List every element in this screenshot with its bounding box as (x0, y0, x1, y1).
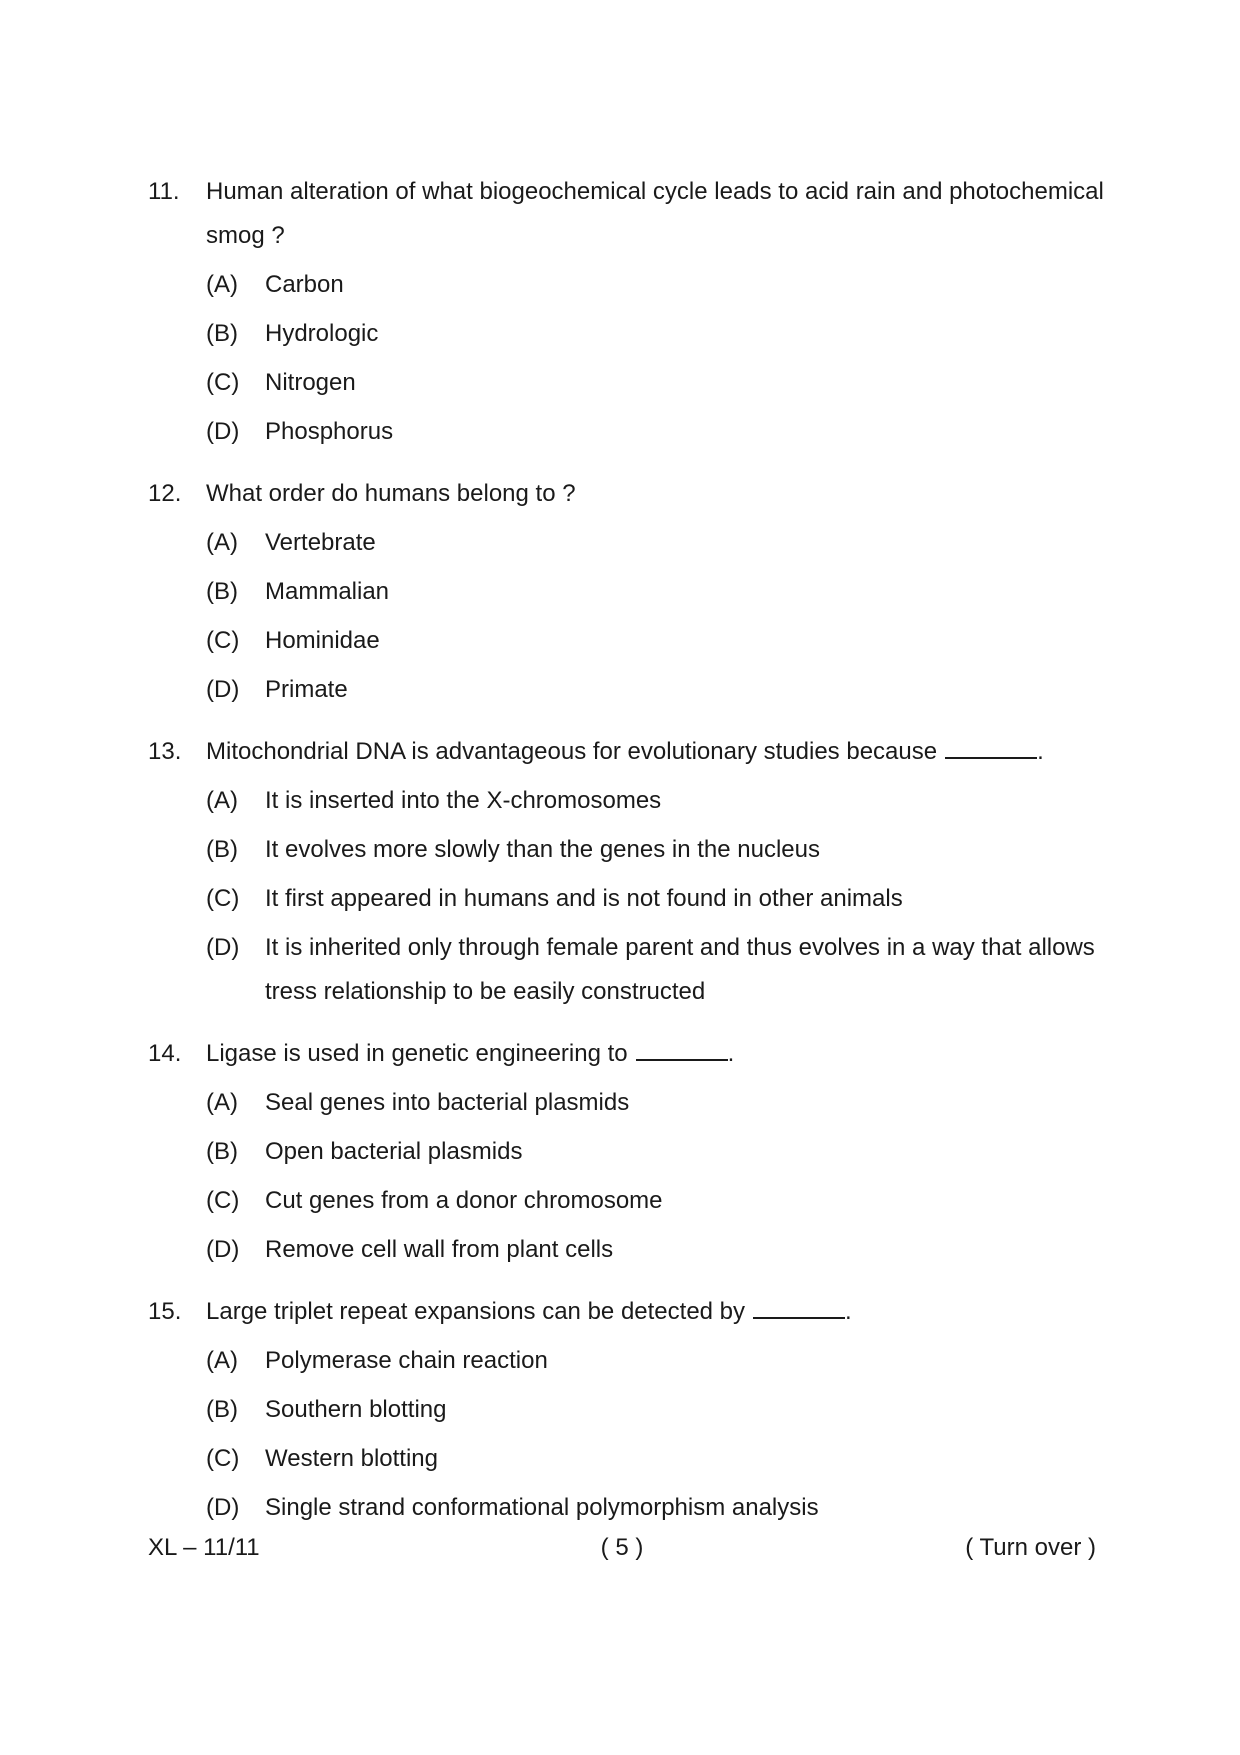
question-text-wrap (206, 170, 1108, 258)
option-d (206, 1228, 1108, 1272)
option-list (206, 521, 1108, 712)
option-c (206, 877, 1108, 921)
option-label: (B) (206, 1396, 238, 1423)
question-stem (148, 1290, 1108, 1334)
option-label: (A) (206, 1089, 238, 1116)
option-label: (D) (206, 934, 240, 961)
option-a (206, 521, 1108, 565)
question-15 (148, 1290, 1108, 1530)
option-text: Hydrologic (265, 320, 379, 347)
option-label: (C) (206, 885, 240, 912)
option-text: Nitrogen (265, 369, 356, 396)
option-label: (B) (206, 1138, 238, 1165)
option-b (206, 1388, 1108, 1432)
option-c (206, 1179, 1108, 1223)
question-14 (148, 1032, 1108, 1272)
option-label: (B) (206, 578, 238, 605)
option-label: (D) (206, 1494, 240, 1521)
option-list (206, 1081, 1108, 1272)
option-label: (D) (206, 1236, 240, 1263)
option-text: Phosphorus (265, 418, 394, 445)
question-stem (148, 730, 1108, 774)
option-b (206, 828, 1108, 872)
option-c (206, 361, 1108, 405)
option-text: It first appeared in humans and is not found in other animals (265, 885, 903, 912)
option-d (206, 410, 1108, 454)
option-text: Cut genes from a donor chromosome (265, 1187, 663, 1214)
paper-code: XL – 11/11 (148, 1534, 260, 1561)
page-footer (148, 1528, 1096, 1568)
question-stem (148, 1032, 1108, 1076)
question-text-wrap (206, 1032, 1108, 1076)
turn-over-note: ( Turn over ) (965, 1534, 1096, 1561)
option-text: Single strand conformational polymorphism analysis (265, 1494, 819, 1521)
question-end-punctuation: . (845, 1298, 852, 1325)
question-text-wrap (206, 730, 1108, 774)
option-text: Mammalian (265, 578, 390, 605)
option-text: Remove cell wall from plant cells (265, 1236, 614, 1263)
question-number: 13. (148, 738, 182, 765)
option-label: (C) (206, 369, 240, 396)
option-text: It is inherited only through female parent and thus evolves in a way that allows tress relationship to be easily constructed (265, 934, 1095, 1005)
option-a (206, 1081, 1108, 1125)
option-text: Seal genes into bacterial plasmids (265, 1089, 630, 1116)
option-list (206, 779, 1108, 1014)
question-text: Ligase is used in genetic engineering to (206, 1040, 628, 1067)
question-text-wrap (206, 472, 1108, 516)
option-text: Vertebrate (265, 529, 376, 556)
question-text-wrap (206, 1290, 1108, 1334)
option-text: It evolves more slowly than the genes in the nucleus (265, 836, 820, 863)
option-d (206, 668, 1108, 712)
option-label: (D) (206, 418, 240, 445)
option-d (206, 1486, 1108, 1530)
question-11 (148, 170, 1108, 454)
option-b (206, 1130, 1108, 1174)
option-list (206, 263, 1108, 454)
question-number: 12. (148, 480, 182, 507)
option-text: Southern blotting (265, 1396, 447, 1423)
question-13 (148, 730, 1108, 1014)
fill-in-blank (945, 731, 1037, 759)
option-text: Open bacterial plasmids (265, 1138, 523, 1165)
question-text: Human alteration of what biogeochemical cycle leads to acid rain and photochemical smog ? (206, 178, 1104, 249)
option-label: (C) (206, 1187, 240, 1214)
question-end-punctuation: . (727, 1040, 735, 1067)
question-list (148, 170, 1108, 1548)
option-label: (A) (206, 271, 238, 298)
question-text: What order do humans belong to ? (206, 480, 576, 507)
option-label: (B) (206, 836, 238, 863)
option-label: (C) (206, 627, 240, 654)
page-number: ( 5 ) (600, 1534, 644, 1561)
option-c (206, 619, 1108, 663)
option-text: Hominidae (265, 627, 380, 654)
option-label: (A) (206, 529, 238, 556)
question-number: 11. (148, 178, 180, 205)
question-number: 15. (148, 1298, 182, 1325)
option-text: Primate (265, 676, 348, 703)
question-stem (148, 170, 1108, 258)
option-d (206, 926, 1108, 1014)
question-text: Mitochondrial DNA is advantageous for evolutionary studies because (206, 738, 938, 765)
option-label: (B) (206, 320, 238, 347)
question-end-punctuation: . (1037, 738, 1044, 765)
option-label: (A) (206, 787, 238, 814)
question-12 (148, 472, 1108, 712)
option-text: Carbon (265, 271, 344, 298)
option-list (206, 1339, 1108, 1530)
option-a (206, 263, 1108, 307)
option-label: (D) (206, 676, 240, 703)
option-label: (A) (206, 1347, 238, 1374)
option-text: Polymerase chain reaction (265, 1347, 548, 1374)
option-text: Western blotting (265, 1445, 438, 1472)
option-label: (C) (206, 1445, 240, 1472)
question-text: Large triplet repeat expansions can be detected by (206, 1298, 746, 1325)
option-b (206, 570, 1108, 614)
option-text: It is inserted into the X-chromosomes (265, 787, 662, 814)
question-number: 14. (148, 1040, 182, 1067)
question-stem (148, 472, 1108, 516)
option-b (206, 312, 1108, 356)
option-a (206, 779, 1108, 823)
option-c (206, 1437, 1108, 1481)
fill-in-blank (636, 1033, 728, 1061)
option-a (206, 1339, 1108, 1383)
fill-in-blank (753, 1291, 845, 1319)
